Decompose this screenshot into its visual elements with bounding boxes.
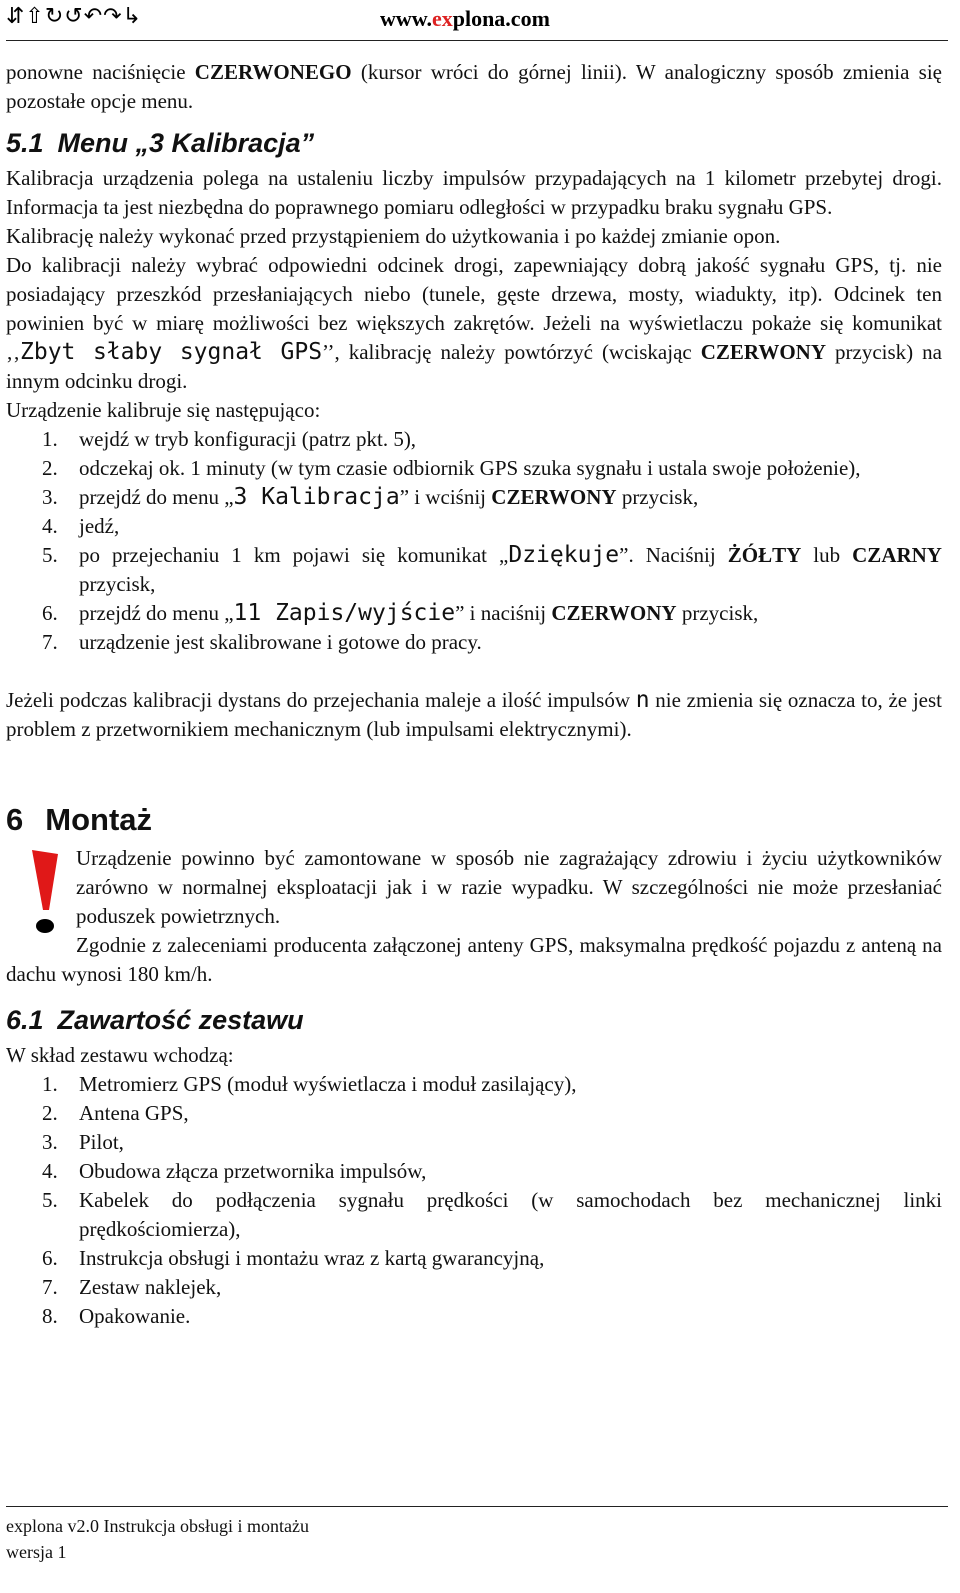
calibration-paragraph-1: Kalibracja urządzenia polega na ustaleniu liczby impulsów przypadających na 1 kilometr przebytej drogi. Informacja ta jest niezbędna do poprawnego pomiaru odległości w przypadku braku sygnału GPS. [6,166,942,219]
calibration-paragraph-2: Kalibrację należy wykonać przed przystąpieniem do użytkowania i po każdej zmianie opon. [6,224,781,248]
kit-intro: W skład zestawu wchodzą: [6,1043,234,1067]
list-item: 5. po przejechaniu 1 km pojawi się komunikat „Dziękuje”. Naciśnij ŻÓŁTY lub CZARNY przycisk, [42,542,942,596]
footer-title: explona v2.0 Instrukcja obsługi i montażu [6,1516,309,1536]
list-item: 4. jedź, [42,514,120,538]
list-item: 8. Opakowanie. [42,1304,191,1328]
list-item: 3. przejdź do menu „3 Kalibracja” i wciśnij CZERWONY przycisk, [42,484,699,510]
page-footer [6,1506,948,1565]
list-item: 7. urządzenie jest skalibrowane i gotowe do pracy. [42,630,482,654]
header-website[interactable]: www.explona.com [380,6,550,31]
page-header [0,0,960,42]
calibration-steps-list [6,425,942,657]
warning-text: Urządzenie powinno być zamontowane w sposób nie zagrażający zdrowiu i życiu użytkowników zarówno w normalnej eksploatacji jak i w razie wypadku. W szczególności nie może przesłaniać poduszek powietrznych. [76,846,942,928]
list-item: 6. przejdź do menu „11 Zapis/wyjście” i naciśnij CZERWONY przycisk, [42,600,759,626]
section-5-1-heading: 5.1 Menu „3 Kalibracja” [6,128,315,158]
footer-divider [6,1506,948,1507]
intro-paragraph: ponowne naciśnięcie CZERWONEGO (kursor wróci do górnej linii). W analogiczny sposób zmienia się pozostałe opcje menu. [6,60,942,113]
list-item: 6. Instrukcja obsługi i montażu wraz z kartą gwarancyjną, [42,1246,545,1270]
list-item: 1. Metromierz GPS (moduł wyświetlacza i moduł zasilający), [42,1072,577,1096]
montaz-paragraph: Zgodnie z zaleceniami producenta załączonej anteny GPS, maksymalna prędkość pojazdu z anteną na dachu wynosi 180 km/h. [6,933,942,986]
calibration-paragraph-4: Urządzenie kalibruje się następująco: [6,398,321,422]
list-item: 1. wejdź w tryb konfiguracji (patrz pkt. 5), [42,427,417,451]
kit-contents-list [6,1070,942,1331]
list-item: 2. Antena GPS, [42,1101,189,1125]
header-arrow-icons: ⇵⇧↻↺↶↷↳ [6,4,143,29]
list-item: 2. odczekaj ok. 1 minuty (w tym czasie odbiornik GPS szuka sygnału i ustala swoje położenie), [42,456,861,480]
list-item: 3. Pilot, [42,1130,124,1154]
calibration-paragraph-5: Jeżeli podczas kalibracji dystans do przejechania maleje a ilość impulsów n nie zmienia się oznacza to, że jest problem z przetwornikiem mechanicznym (lub impulsami elektrycznymi). [6,687,942,741]
warning-block [6,844,942,931]
list-item: 5. Kabelek do podłączenia sygnału prędkości (w samochodach bez mechanicznej linki prędkościomierza), [42,1188,942,1241]
header-divider [6,40,948,41]
document-body [6,58,942,1331]
calibration-paragraph-3: Do kalibracji należy wybrać odpowiedni odcinek drogi, zapewniający dobrą jakość sygnału GPS, tj. nie posiadający przeszkód przesłaniających niebo (tunele, gęste drzewa, mosty, wiadukty, itp). Odcinek ten powinien być w miarę możliwości bez większych zakrętów. Jeżeli na wyświetlaczu pokaże się komunikat ‚‚Zbyt słaby sygnał GPS’’, kalibrację należy powtórzyć (wciskając CZERWONY przycisk) na innym odcinku drogi. [6,253,942,393]
footer-version: wersja 1 [6,1542,67,1562]
section-6-heading: 6 Montaż [6,802,153,837]
list-item: 7. Zestaw naklejek, [42,1275,222,1299]
list-item: 4. Obudowa złącza przetwornika impulsów, [42,1159,427,1183]
section-6-1-heading: 6.1 Zawartość zestawu [6,1005,304,1035]
exclamation-warning-icon [30,848,60,936]
